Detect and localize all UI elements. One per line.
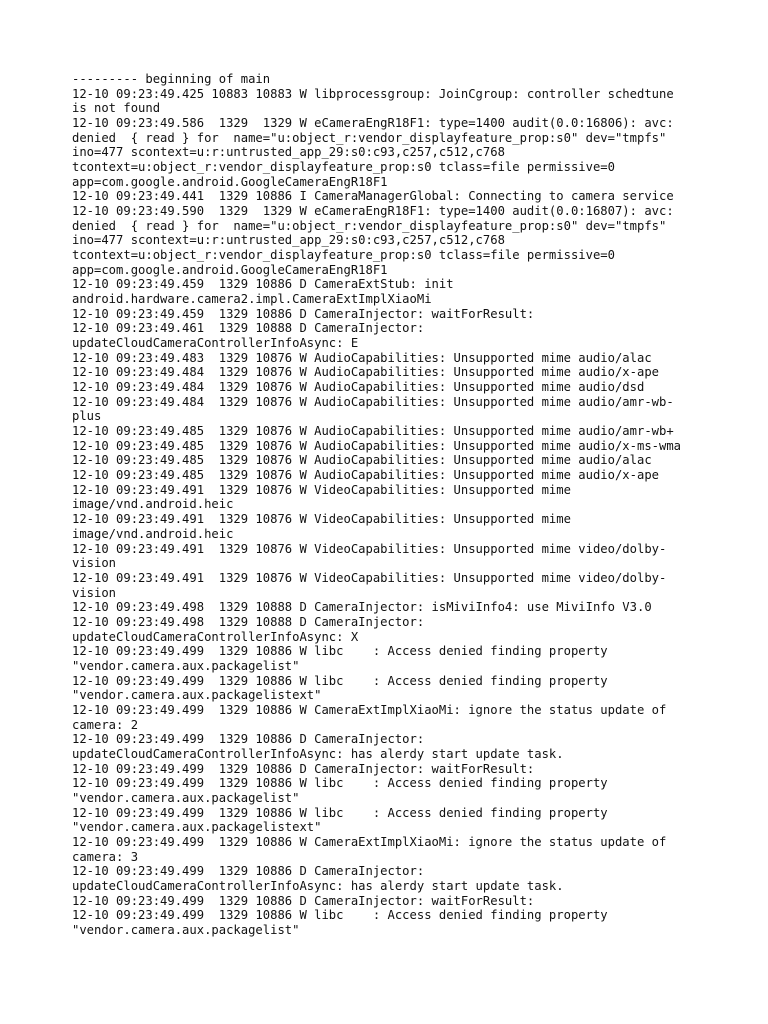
log-line: 12-10 09:23:49.459 1329 10886 D CameraExtStub: init bbox=[72, 277, 454, 292]
log-line: 12-10 09:23:49.484 1329 10876 W AudioCapabilities: Unsupported mime audio/amr-wb- bbox=[72, 394, 674, 409]
log-line: 12-10 09:23:49.499 1329 10886 D CameraInjector: bbox=[72, 732, 425, 747]
log-line: camera: 3 bbox=[72, 849, 139, 864]
log-line: --------- beginning of main bbox=[72, 72, 271, 86]
log-line: updateCloudCameraControllerInfoAsync: X bbox=[72, 629, 359, 644]
log-line: 12-10 09:23:49.499 1329 10886 W libc : Access denied finding property bbox=[72, 776, 608, 791]
log-text-block bbox=[72, 72, 712, 938]
log-line: 12-10 09:23:49.499 1329 10886 D CameraInjector: waitForResult: bbox=[72, 761, 535, 776]
log-line: 12-10 09:23:49.590 1329 1329 W eCameraEngR18F1: type=1400 audit(0.0:16807): avc: bbox=[72, 204, 674, 219]
log-line: image/vnd.android.heic bbox=[72, 526, 234, 541]
log-line: app=com.google.android.GoogleCameraEngR18F1 bbox=[72, 262, 388, 277]
log-line: 12-10 09:23:49.485 1329 10876 W AudioCapabilities: Unsupported mime audio/x-ape bbox=[72, 468, 659, 483]
log-line: 12-10 09:23:49.491 1329 10876 W VideoCapabilities: Unsupported mime video/dolby- bbox=[72, 570, 667, 585]
log-line: updateCloudCameraControllerInfoAsync: E bbox=[72, 336, 359, 351]
log-line: 12-10 09:23:49.425 10883 10883 W libprocessgroup: JoinCgroup: controller schedtune bbox=[72, 86, 674, 101]
document-page bbox=[72, 72, 712, 938]
log-line: 12-10 09:23:49.499 1329 10886 W CameraExtImplXiaoMi: ignore the status update of bbox=[72, 702, 667, 717]
log-line: image/vnd.android.heic bbox=[72, 497, 234, 512]
log-line: denied { read } for name="u:object_r:vendor_displayfeature_prop:s0" dev="tmpfs" bbox=[72, 130, 667, 145]
log-line: android.hardware.camera2.impl.CameraExtImplXiaoMi bbox=[72, 292, 432, 307]
log-line: "vendor.camera.aux.packagelistext" bbox=[72, 820, 322, 835]
log-line: 12-10 09:23:49.459 1329 10886 D CameraInjector: waitForResult: bbox=[72, 306, 535, 321]
log-line: 12-10 09:23:49.491 1329 10876 W VideoCapabilities: Unsupported mime video/dolby- bbox=[72, 541, 667, 556]
log-line: updateCloudCameraControllerInfoAsync: has alerdy start update task. bbox=[72, 878, 564, 893]
log-line: 12-10 09:23:49.499 1329 10886 W libc : Access denied finding property bbox=[72, 908, 608, 923]
log-line: vision bbox=[72, 585, 117, 600]
log-line: 12-10 09:23:49.485 1329 10876 W AudioCapabilities: Unsupported mime audio/alac bbox=[72, 453, 652, 468]
log-line: vision bbox=[72, 556, 117, 571]
log-line: app=com.google.android.GoogleCameraEngR18F1 bbox=[72, 174, 388, 189]
log-line: 12-10 09:23:49.499 1329 10886 D CameraInjector: bbox=[72, 864, 425, 879]
log-line: 12-10 09:23:49.499 1329 10886 D CameraInjector: waitForResult: bbox=[72, 893, 535, 908]
log-line: 12-10 09:23:49.491 1329 10876 W VideoCapabilities: Unsupported mime bbox=[72, 512, 571, 527]
log-line: 12-10 09:23:49.499 1329 10886 W CameraExtImplXiaoMi: ignore the status update of bbox=[72, 834, 667, 849]
log-line: is not found bbox=[72, 101, 161, 116]
log-line: 12-10 09:23:49.499 1329 10886 W libc : Access denied finding property bbox=[72, 673, 608, 688]
log-line: 12-10 09:23:49.498 1329 10888 D CameraInjector: bbox=[72, 614, 425, 629]
log-line: 12-10 09:23:49.484 1329 10876 W AudioCapabilities: Unsupported mime audio/dsd bbox=[72, 380, 645, 395]
log-line: "vendor.camera.aux.packagelist" bbox=[72, 790, 300, 805]
log-line: 12-10 09:23:49.485 1329 10876 W AudioCapabilities: Unsupported mime audio/amr-wb+ bbox=[72, 424, 674, 439]
log-line: 12-10 09:23:49.441 1329 10886 I CameraManagerGlobal: Connecting to camera service bbox=[72, 189, 674, 204]
log-line: 12-10 09:23:49.498 1329 10888 D CameraInjector: isMiviInfo4: use MiviInfo V3.0 bbox=[72, 600, 652, 615]
log-line: 12-10 09:23:49.499 1329 10886 W libc : Access denied finding property bbox=[72, 805, 608, 820]
log-line: 12-10 09:23:49.484 1329 10876 W AudioCapabilities: Unsupported mime audio/x-ape bbox=[72, 365, 659, 380]
log-line: camera: 2 bbox=[72, 717, 139, 732]
log-line: "vendor.camera.aux.packagelist" bbox=[72, 658, 300, 673]
log-line: ino=477 scontext=u:r:untrusted_app_29:s0:c93,c257,c512,c768 bbox=[72, 233, 505, 248]
log-line: 12-10 09:23:49.461 1329 10888 D CameraInjector: bbox=[72, 321, 425, 336]
log-line: "vendor.camera.aux.packagelist" bbox=[72, 922, 300, 937]
log-line: tcontext=u:object_r:vendor_displayfeature_prop:s0 tclass=file permissive=0 bbox=[72, 160, 615, 175]
log-line: tcontext=u:object_r:vendor_displayfeature_prop:s0 tclass=file permissive=0 bbox=[72, 248, 615, 263]
log-line: "vendor.camera.aux.packagelistext" bbox=[72, 688, 322, 703]
log-line: ino=477 scontext=u:r:untrusted_app_29:s0:c93,c257,c512,c768 bbox=[72, 145, 505, 160]
log-line: plus bbox=[72, 409, 102, 424]
log-line: updateCloudCameraControllerInfoAsync: has alerdy start update task. bbox=[72, 746, 564, 761]
log-line: denied { read } for name="u:object_r:vendor_displayfeature_prop:s0" dev="tmpfs" bbox=[72, 218, 667, 233]
log-line: 12-10 09:23:49.485 1329 10876 W AudioCapabilities: Unsupported mime audio/x-ms-wma bbox=[72, 438, 682, 453]
log-line: 12-10 09:23:49.483 1329 10876 W AudioCapabilities: Unsupported mime audio/alac bbox=[72, 350, 652, 365]
log-line: 12-10 09:23:49.499 1329 10886 W libc : Access denied finding property bbox=[72, 644, 608, 659]
log-line: 12-10 09:23:49.491 1329 10876 W VideoCapabilities: Unsupported mime bbox=[72, 482, 571, 497]
log-line: 12-10 09:23:49.586 1329 1329 W eCameraEngR18F1: type=1400 audit(0.0:16806): avc: bbox=[72, 116, 674, 131]
